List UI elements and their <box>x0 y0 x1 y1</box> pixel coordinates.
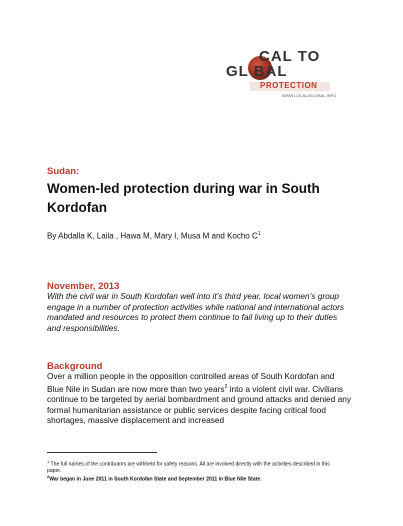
background-footnote-mark: 2 <box>224 383 228 390</box>
intro-paragraph: With the civil war in South Kordofan well into it’s third year, local women’s group engage in a number of protection activities while national and international actors mandated and resources to protect them continue to fail living up to their duties and responsibilities. <box>47 291 345 333</box>
logo-line-1: CAL TO <box>259 48 321 65</box>
authors-text: By Abdalla K, Laila , Hawa M, Mary I, Musa M and Kocho C <box>47 231 258 241</box>
paper-title: Women-led protection during war in South Kordofan <box>47 181 320 215</box>
date-heading: November, 2013 <box>47 281 120 292</box>
background-paragraph <box>47 371 352 426</box>
logo-url: WWW.LOCAL2GLOBAL.INFO <box>282 93 337 98</box>
background-text-1: Over a million people in the opposition controlled areas of South Kordofan and Blue Nile in Sudan are now more than two years <box>47 371 335 394</box>
footnote-2 <box>47 474 337 483</box>
footnote-2-mark: 2 <box>47 474 50 479</box>
footnote-1-mark: 1 <box>47 459 50 464</box>
footnote-2-text: War began in June 2011 in South Kordofan State and September 2011 in Blue Nile State. <box>49 476 262 483</box>
authors-footnote-mark: 1 <box>257 231 261 237</box>
footnote-1 <box>47 459 337 475</box>
footnote-rule <box>47 452 157 453</box>
background-text-2: into a violent civil war. Civilians continue to be targeted by aerial bombardment and ground attacks and denied any formal humanitarian assistance or public services despite facing critical food shortages, massive displacement and increased <box>47 383 351 426</box>
logo-line-3: PROTECTION <box>260 81 318 90</box>
logo-line-2: GL BAL <box>226 63 288 80</box>
footnote-1-text: The full names of the contributors are withheld for safety reasons. All are involved directly with the activities described in this paper. <box>47 461 330 475</box>
local-to-global-logo <box>226 48 366 104</box>
section-label: Sudan: <box>47 166 80 177</box>
authors-line <box>47 231 261 241</box>
background-heading: Background <box>47 361 103 372</box>
